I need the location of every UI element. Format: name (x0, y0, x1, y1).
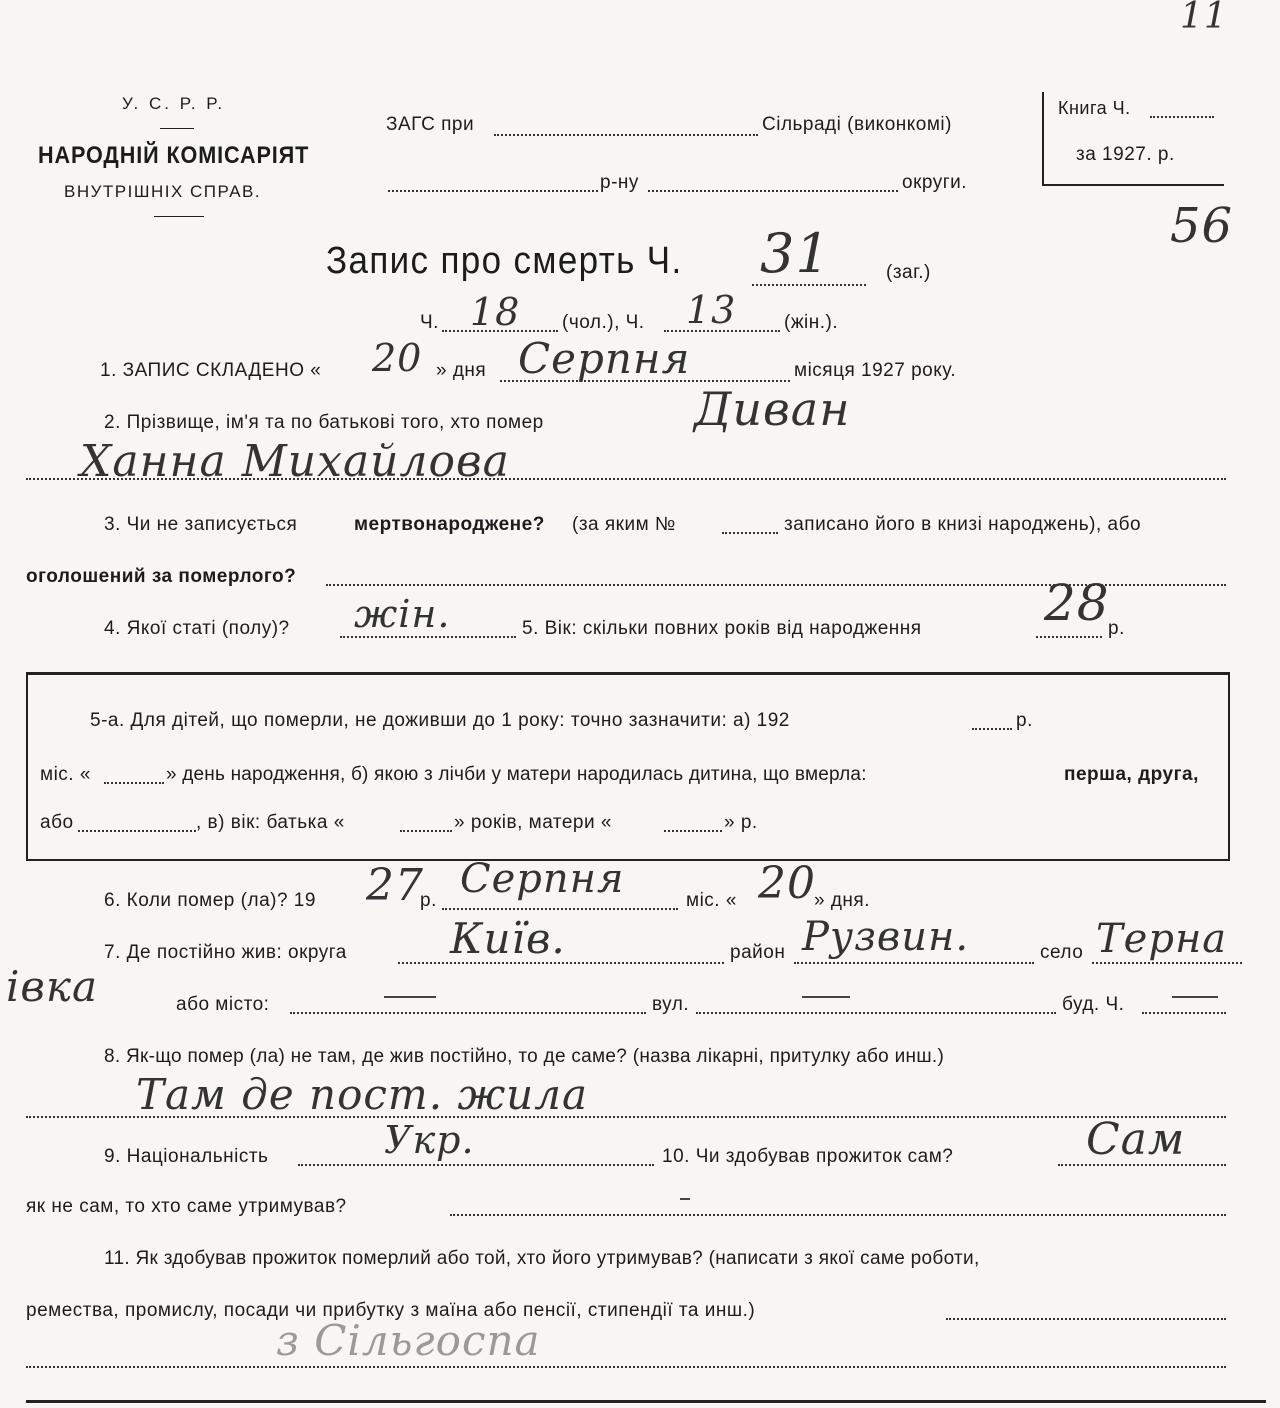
f7-misto-dash (384, 996, 436, 998)
f7-vul-line (696, 1012, 1056, 1014)
book-year: за 1927. р. (1076, 144, 1175, 165)
total-suffix: (заг.) (886, 262, 931, 283)
record-title: Запис про смерть Ч. (326, 240, 683, 282)
f5a-line3d: » р. (724, 812, 758, 833)
f5a-line2a: міс. « (40, 764, 91, 785)
f7-okruha: Київ. (450, 914, 566, 963)
f6-r: р. (420, 890, 437, 911)
f1-day: 20 (372, 336, 423, 380)
corner-page-mark: 11 (1180, 0, 1228, 37)
f11-line2-end (946, 1318, 1226, 1320)
f7-rayon: Рузвин. (802, 914, 970, 960)
f7-selo: Терна (1096, 916, 1228, 962)
book-number-line (1150, 116, 1214, 118)
female-number: 13 (686, 288, 737, 332)
f11-line1: 11. Як здобував прожиток померлий або той, хто його утримував? (написати з якої саме роботи, (104, 1248, 980, 1269)
f4-value: жін. (354, 592, 451, 636)
f7-misto-line (290, 1012, 646, 1014)
f5a-order-line (78, 830, 196, 832)
f6-day: 27 (366, 860, 424, 911)
f5-label: 5. Вік: скільки повних років від народження (522, 618, 922, 639)
f5a-line2b: » день народження, б) якою з лічби у матери народилась дитина, що вмерла: (166, 764, 867, 785)
header-rule-bottom (154, 216, 204, 217)
f5a-month-line (104, 782, 164, 784)
record-number: 31 (760, 222, 831, 285)
zags-suffix: Сільраді (виконкомі) (762, 114, 952, 135)
f3-bold2: оголошений за померлого? (26, 566, 297, 587)
f6-num: 20 (758, 858, 816, 909)
f10b-dash (680, 1198, 690, 1200)
f4-label: 4. Якої статі (полу)? (104, 618, 290, 639)
zags-name-line (494, 134, 758, 136)
f6-mis: міс. « (686, 890, 737, 911)
f5a-line3a: або (40, 812, 74, 833)
f1-suffix: місяця 1927 року. (794, 360, 957, 381)
f8-value: Там де пост. жила (136, 1070, 589, 1119)
f5a-line3b: , в) вік: батька « (196, 812, 345, 833)
f10b-value-line (450, 1214, 1226, 1216)
f9-value: Укр. (384, 1118, 475, 1162)
f10-label: 10. Чи здобував прожиток сам? (662, 1146, 954, 1167)
female-suffix: (жін.). (784, 312, 839, 333)
bottom-rule (26, 1400, 1266, 1403)
f3-line1b: (за яким № (572, 514, 676, 535)
f5-value-line (1036, 636, 1102, 638)
department-label: ВНУТРІШНІХ СПРАВ. (64, 182, 262, 201)
male-suffix: (чол.), Ч. (562, 312, 645, 333)
f5a-line1-suffix: р. (1016, 710, 1033, 731)
f4-value-line (340, 636, 516, 638)
okruha-suffix: округи. (902, 172, 968, 193)
commissariat-label: НАРОДНІЙ КОМІСАРІЯТ (38, 142, 310, 169)
f6-label: 6. Коли помер (ла)? 19 (104, 890, 316, 911)
f3-bold1: мертвонароджене? (354, 514, 545, 535)
f2-label: 2. Прізвище, ім'я та по батькові того, хто помер (104, 412, 544, 433)
f6-month: Серпня (460, 856, 625, 902)
f5-value: 28 (1044, 574, 1110, 632)
f9-label: 9. Національність (104, 1146, 269, 1167)
book-label: Книга Ч. (1058, 98, 1131, 118)
f5a-year-line (972, 728, 1012, 730)
f7-bud-dash (1172, 996, 1218, 998)
f2-name: Ханна Михайлова (80, 436, 510, 487)
f7-selo-label: село (1040, 942, 1084, 963)
f7-vul-dash (802, 996, 850, 998)
f7-bud-label: буд. Ч. (1062, 994, 1125, 1015)
f7-bud-line (1142, 1012, 1226, 1014)
f8-label: 8. Як-що помер (ла) не там, де жив постійно, то де саме? (назва лікарні, притулку або инш.) (104, 1046, 945, 1067)
f5a-line3c: » років, матери « (454, 812, 612, 833)
f1-month: Серпня (518, 334, 691, 383)
f3-line1c: записано його в книзі народжень), або (784, 514, 1142, 535)
f1-mid: » дня (436, 360, 487, 381)
f6-month-line (442, 908, 678, 910)
header-rule-top (160, 128, 194, 129)
f5a-mother-age-line (664, 830, 722, 832)
f5a-line2-bold: перша, друга, (1064, 764, 1199, 785)
f10b-label: як не сам, то хто саме утримував? (26, 1196, 347, 1217)
zags-prefix: ЗАГС при (386, 114, 475, 135)
f5a-line1: 5-а. Для дітей, що померли, не доживши до 1 року: точно зазначити: а) 192 (90, 710, 790, 731)
rayon-suffix: р-ну (600, 172, 639, 193)
okruha-line (648, 190, 898, 192)
margin-note: 56 (1170, 198, 1234, 254)
f7-rayon-line (794, 962, 1034, 964)
f7-label: 7. Де постійно жив: округа (104, 942, 347, 963)
f3-number-line (722, 532, 778, 534)
f3-line1: 3. Чи не записується (104, 514, 298, 535)
f10-value: Сам (1086, 1114, 1186, 1165)
f11-value-line (26, 1366, 1226, 1368)
f5-suffix: р. (1108, 618, 1125, 639)
male-number: 18 (470, 290, 521, 334)
f9-value-line (298, 1164, 654, 1166)
f11-value: з Сільгоспа (276, 1316, 541, 1365)
f2-surname: Диван (694, 382, 851, 436)
f6-suffix: » дня. (814, 890, 870, 911)
male-prefix: Ч. (420, 312, 439, 333)
f11-line2: ремества, промислу, посади чи прибутку з маїна або пенсії, стипендії та инш.) (26, 1300, 756, 1321)
republic-label: У. С. Р. Р. (122, 94, 226, 113)
rayon-line (388, 190, 598, 192)
f1-prefix: 1. ЗАПИС СКЛАДЕНО « (100, 360, 322, 381)
f7-rayon-label: район (730, 942, 786, 963)
f7-misto-label: або місто: (176, 994, 270, 1015)
f5a-father-age-line (400, 830, 452, 832)
f7-selo-line (1092, 962, 1242, 964)
f7-selo-cont: івка (6, 962, 98, 1011)
f7-vul-label: вул. (652, 994, 690, 1015)
